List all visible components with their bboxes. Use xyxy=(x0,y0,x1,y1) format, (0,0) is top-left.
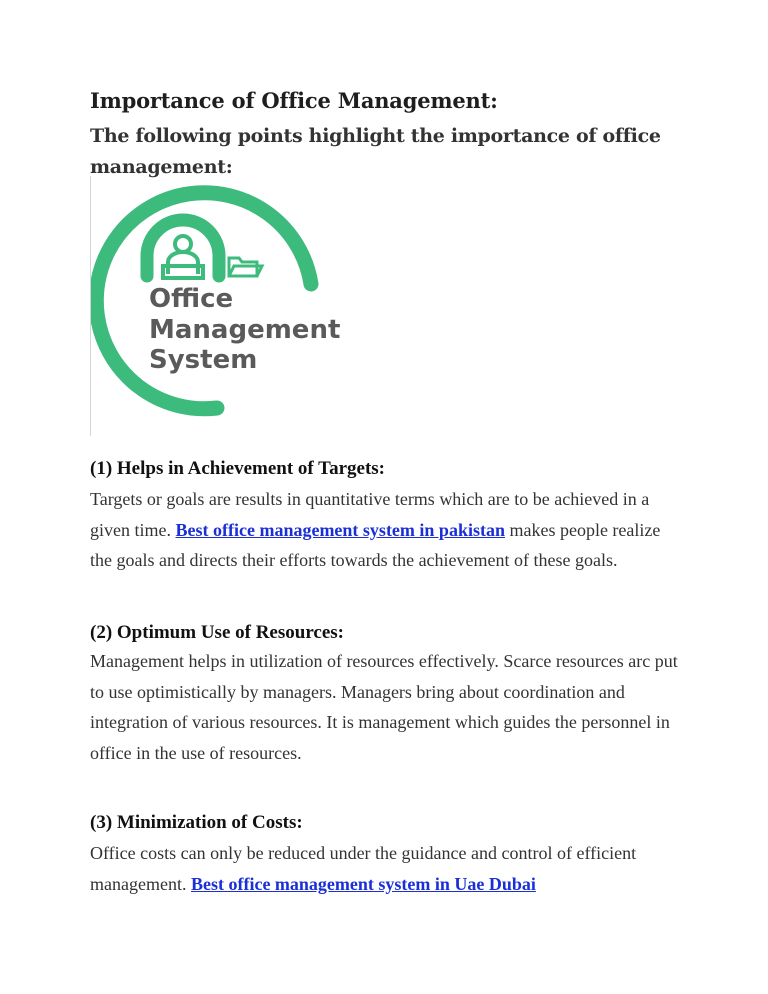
section-text-targets xyxy=(90,484,680,576)
section-title-resources: (2) Optimum Use of Resources: xyxy=(90,622,344,643)
office-management-logo xyxy=(90,176,391,436)
section-3-text-before: Office costs can only be reduced under the guidance and control of efficient management. xyxy=(90,843,637,894)
logo-text-management: Management xyxy=(149,315,341,345)
user-at-computer-icon xyxy=(163,236,203,278)
page-subtitle: The following points highlight the importance of office management: xyxy=(90,125,661,178)
link-pakistan[interactable]: Best office management system in pakistan xyxy=(175,519,505,540)
logo-text-office: Office xyxy=(149,284,234,314)
link-uae-dubai[interactable]: Best office management system in Uae Dubai xyxy=(190,873,536,894)
section-text-costs xyxy=(90,838,680,899)
logo-graphic xyxy=(91,176,391,436)
section-text-resources: Management helps in utilization of resources effectively. Scarce resources arc put to use optimistically by managers. Managers bring about coordination and integration of various resources. It is management which guides the personnel in office in the use of resources. xyxy=(90,651,678,763)
section-1-text-after: makes people realize the goals and directs their efforts towards the achievement of these goals. xyxy=(90,519,661,570)
section-title-targets: (1) Helps in Achievement of Targets: xyxy=(90,458,386,479)
section-1-text-before: Targets or goals are results in quantitative terms which are to be achieved in a given time. xyxy=(90,489,650,540)
logo-text-system: System xyxy=(149,345,258,375)
page-title: Importance of Office Management: xyxy=(90,88,498,113)
folder-icon xyxy=(229,258,262,276)
section-title-costs: (3) Minimization of Costs: xyxy=(90,812,303,833)
